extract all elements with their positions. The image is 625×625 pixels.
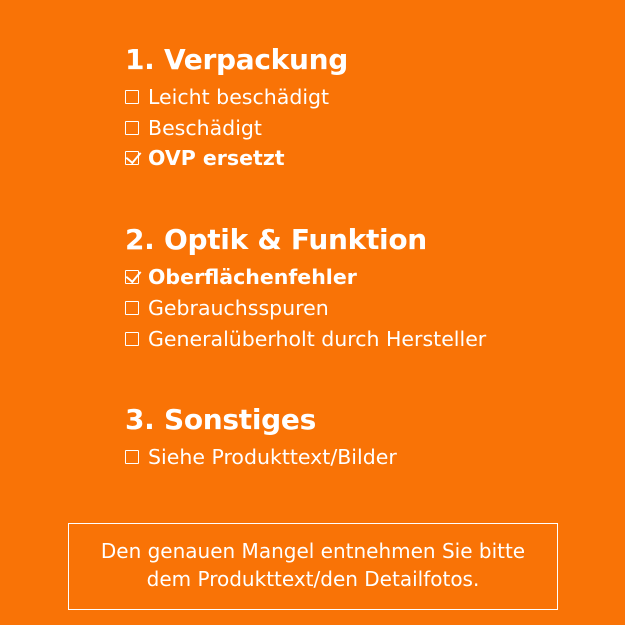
- option-list-optik-funktion: [125, 263, 570, 354]
- checkbox-icon[interactable]: [125, 450, 139, 464]
- option-oberflaechenfehler[interactable]: [125, 263, 570, 293]
- section-title-sonstiges: 3. Sonstiges: [125, 403, 316, 437]
- note-box: [68, 523, 558, 610]
- option-list-verpackung: [125, 83, 570, 174]
- option-leicht-beschaedigt[interactable]: [125, 83, 570, 113]
- section-sonstiges: [125, 402, 570, 473]
- option-generalueberholt[interactable]: [125, 325, 570, 355]
- checkbox-icon[interactable]: [125, 90, 139, 104]
- option-label: Siehe Produkttext/Bilder: [148, 445, 397, 470]
- note-line-2: dem Produkttext/den Detailfotos.: [146, 567, 480, 592]
- checkbox-icon[interactable]: [125, 332, 139, 346]
- section-title-optik-funktion: 2. Optik & Funktion: [125, 223, 427, 257]
- checkbox-checked-icon[interactable]: [125, 151, 139, 165]
- checkbox-icon[interactable]: [125, 121, 139, 135]
- checkbox-icon[interactable]: [125, 301, 139, 315]
- option-ovp-ersetzt[interactable]: [125, 144, 570, 174]
- option-label: Leicht beschädigt: [148, 85, 330, 109]
- option-label: Gebrauchsspuren: [148, 295, 329, 320]
- option-label: Oberflächenfehler: [148, 265, 357, 290]
- option-label: OVP ersetzt: [148, 146, 285, 171]
- section-verpackung: [125, 42, 570, 174]
- section-title-verpackung: 1. Verpackung: [125, 43, 348, 76]
- option-siehe-produkttext[interactable]: [125, 443, 570, 473]
- option-gebrauchsspuren[interactable]: [125, 294, 570, 324]
- option-beschaedigt[interactable]: [125, 114, 570, 144]
- option-list-sonstiges: [125, 443, 570, 473]
- section-optik-funktion: [125, 222, 570, 354]
- option-label: Generalüberholt durch Hersteller: [148, 326, 487, 351]
- note-line-1: Den genauen Mangel entnehmen Sie bitte: [100, 539, 526, 563]
- option-label: Beschädigt: [148, 115, 262, 140]
- checkbox-checked-icon[interactable]: [125, 270, 139, 284]
